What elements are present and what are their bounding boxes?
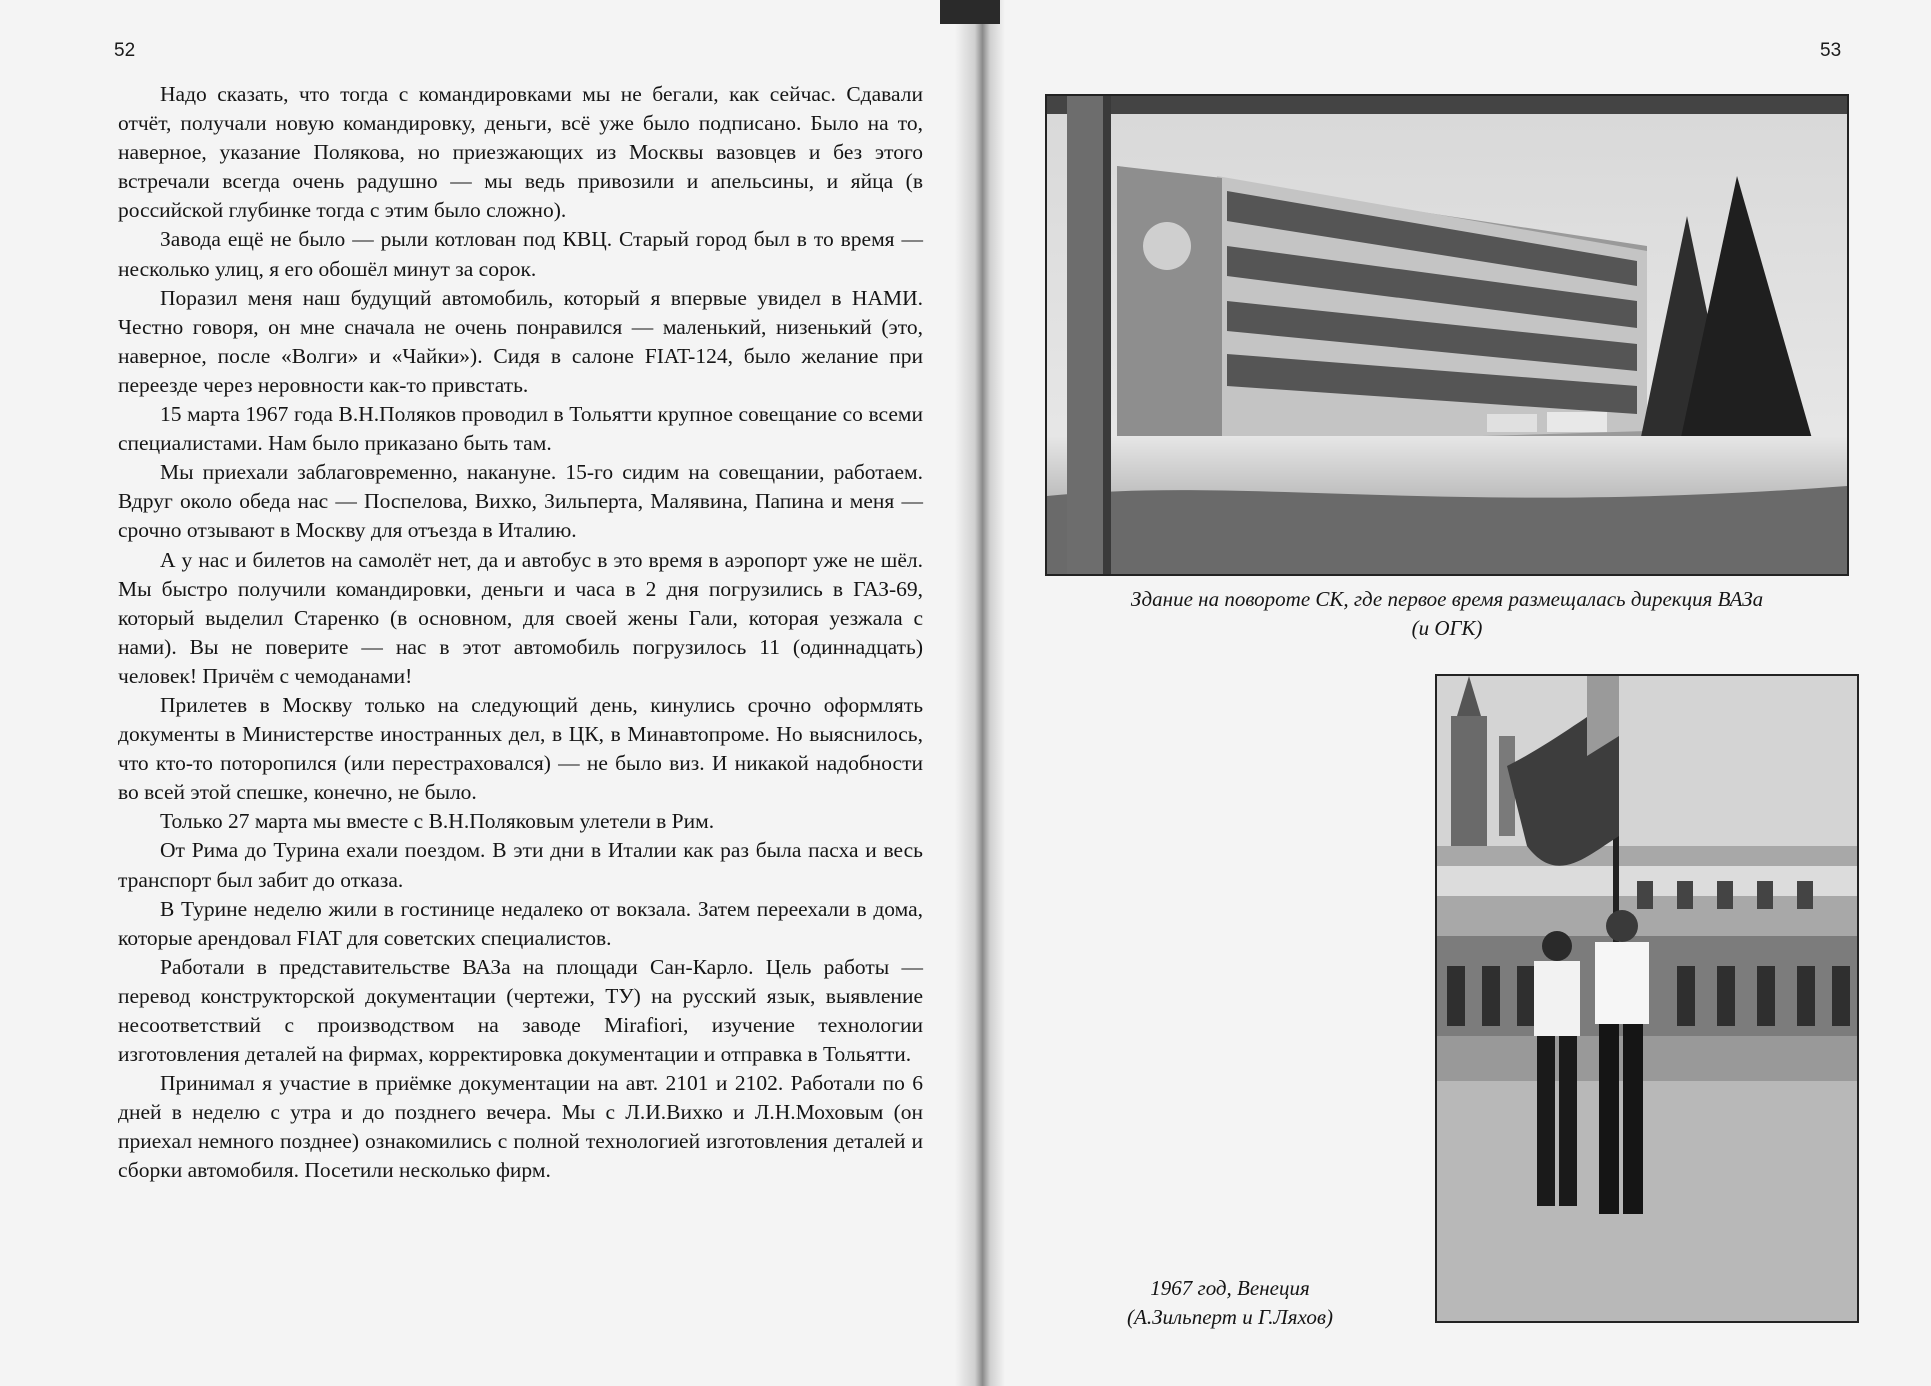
paragraph: Поразил меня наш будущий автомобиль, который я впервые увидел в НАМИ. Честно говоря, он мне сначала не очень понравился — маленький, низенький (это, наверное, после «Волги» и «Чайки»). Сидя в салоне FIAT-124, было желание при переезде через неровности как-то привстать.	[118, 285, 923, 397]
venice-photo	[1435, 674, 1859, 1323]
paragraph: Принимал я участие в приёмке документации на авт. 2101 и 2102. Работали по 6 дней в неделю с утра и до позднего вечера. Мы с Л.И.Вихко и Л.Н.Моховым (он приехал немного позднее) ознакомились с полной технологией изготовления деталей и сборки автомобиля. Посетили несколько фирм.	[118, 1071, 923, 1183]
paragraph: 15 марта 1967 года В.Н.Поляков проводил в Тольятти крупное совещание со всеми специалистами. Нам было приказано быть там.	[118, 402, 923, 456]
paragraph: А у нас и билетов на самолёт нет, да и автобус в это время в аэропорт уже не шёл. Мы быстро получили командировки, деньги и часа в 2 дня погрузились в ГАЗ-69, который выделил Старенко (в основном, для своей жены Гали, которая уезжала с нами). Вы не поверите — нас в этот автомобиль погрузилось 11 (одиннадцать) человек! Причём с чемоданами!	[118, 547, 923, 688]
photo1-caption-line2: (и ОГК)	[1411, 616, 1483, 640]
page-number-left: 52	[114, 40, 136, 61]
paragraph: В Турине неделю жили в гостинице недалеко от вокзала. Затем переехали в дома, которые арендовал FIAT для советских специалистов.	[118, 896, 923, 950]
photo1-caption-line1: Здание на повороте СК, где первое время размещалась дирекция ВАЗа	[1130, 587, 1764, 611]
venice-photo-image	[1437, 676, 1857, 1321]
photo2-caption	[1025, 1274, 1435, 1332]
book-gutter	[955, 0, 1005, 1386]
page-number-right: 53	[1820, 40, 1842, 61]
paragraph: Завода ещё не было — рыли котлован под КВЦ. Старый город был в то время — несколько улиц, я его обошёл минут за сорок.	[118, 227, 923, 281]
paragraph: Прилетев в Москву только на следующий день, кинулись срочно оформлять документы в Министерстве иностранных дел, в ЦК, в Минавтопроме. Но выяснилось, что кто-то поторопился (или перестраховался) — не было виз. И никакой надобности во всей этой спешке, конечно, не было.	[118, 692, 923, 805]
body-text	[118, 80, 923, 1186]
photo2-caption-line1: 1967 год, Венеция	[1150, 1276, 1310, 1300]
paragraph: От Рима до Турина ехали поездом. В эти дни в Италии как раз была пасха и весь транспорт был забит до отказа.	[118, 838, 923, 892]
photo1-caption	[1045, 585, 1849, 643]
paragraph: Только 27 марта мы вместе с В.Н.Поляковым улетели в Рим.	[160, 809, 715, 834]
building-photo-image	[1047, 96, 1847, 574]
photo2-caption-line2: (А.Зильперт и Г.Ляхов)	[1127, 1305, 1333, 1329]
binding-shadow	[940, 0, 1000, 24]
paragraph: Мы приехали заблаговременно, накануне. 15-го сидим на совещании, работаем. Вдруг около обеда нас — Поспелова, Вихко, Зильперта, Малявина, Папина и меня — срочно отзывают в Москву для отъезда в Италию.	[118, 460, 923, 543]
right-page	[995, 0, 1931, 1386]
paragraph: Работали в представительстве ВАЗа на площади Сан-Карло. Цель работы — перевод конструкторской документации (чертежи, ТУ) на русский язык, выявление несоответствий с производством на заводе Mirafiori, изучение технологии изготовления деталей на фирмах, корректировка документации и отправка в Тольятти.	[118, 954, 923, 1067]
paragraph: Надо сказать, что тогда с командировками мы не бегали, как сейчас. Сдавали отчёт, получали новую командировку, деньги, всё уже было подписано. Было на то, наверное, указание Полякова, но приезжающих из Москвы вазовцев и без этого встречали всегда очень радушно — мы ведь привозили и апельсины, и яйца (в российской глубинке тогда с этим было сложно).	[118, 82, 923, 223]
building-photo	[1045, 94, 1849, 576]
